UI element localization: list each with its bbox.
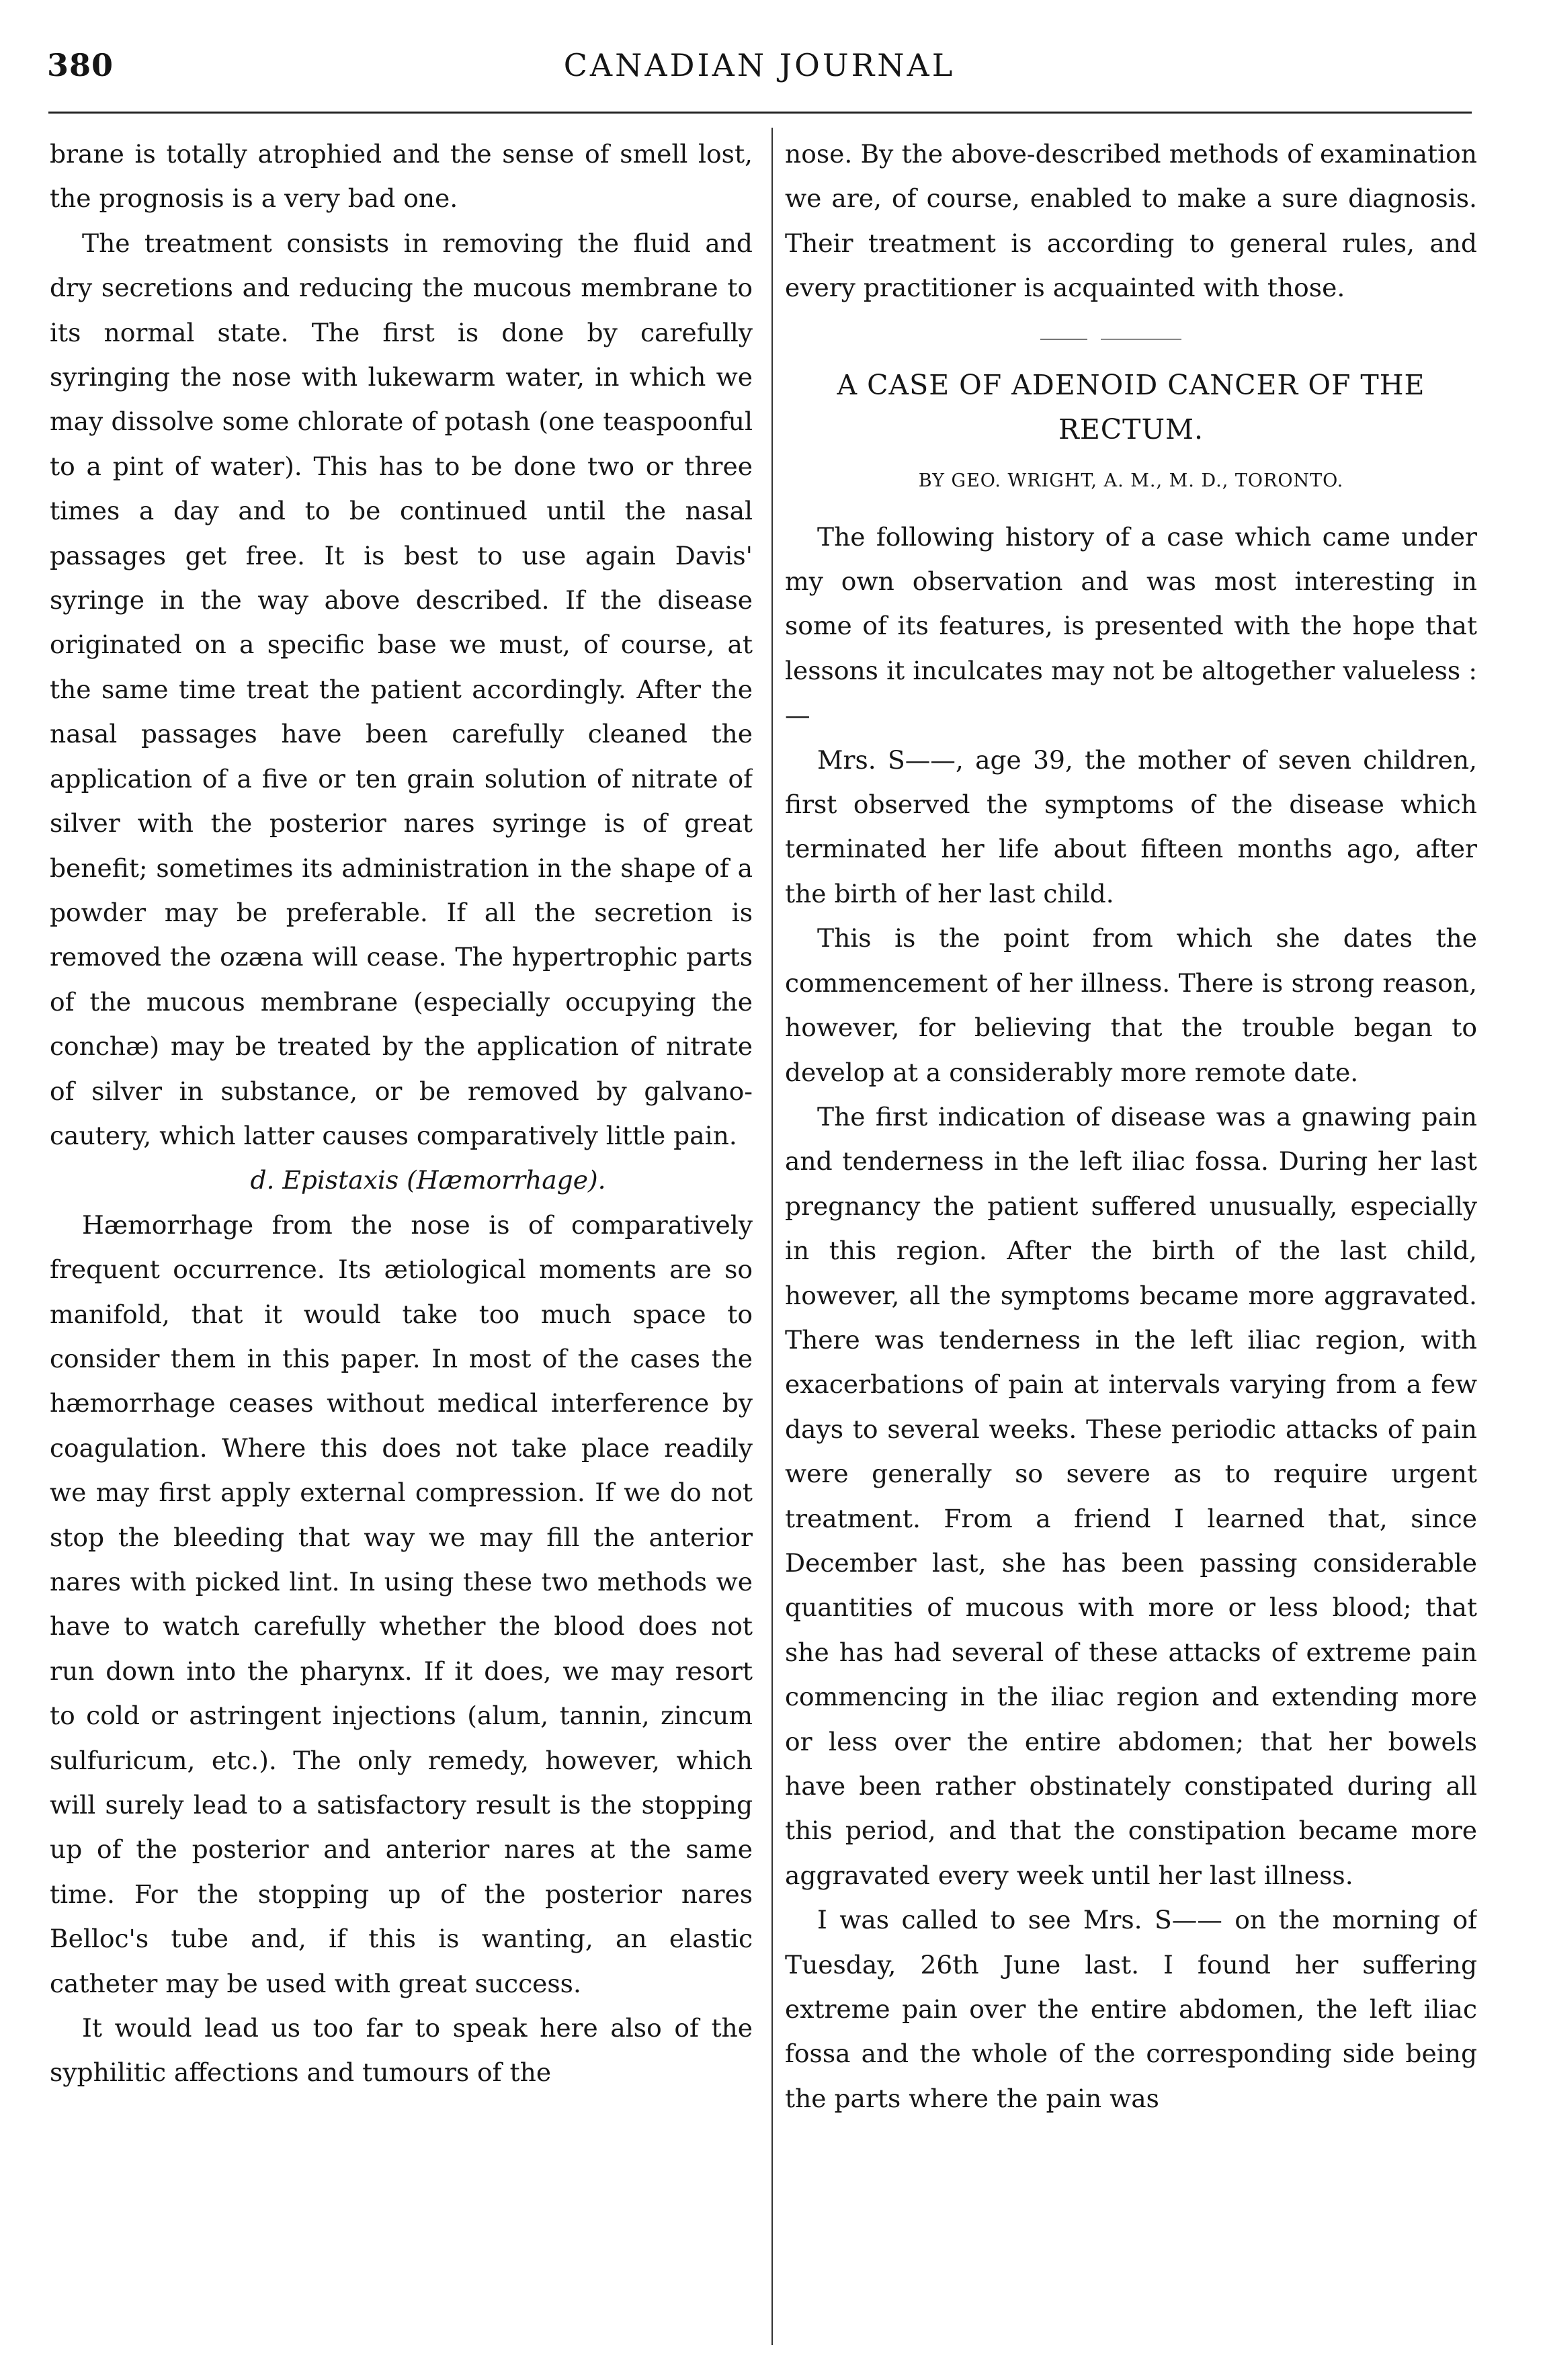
- article-byline: BY GEO. WRIGHT, A. M., M. D., TORONTO.: [918, 470, 1344, 491]
- header-rule: [48, 112, 1472, 114]
- paragraph: This is the point from which she dates the commencement of her illness. There is strong reason, however, for believing that the trouble began to develop at a considerably more remote date.: [785, 923, 1477, 1087]
- article-title: A CASE OF ADENOID CANCER OF THE RECTUM.: [837, 368, 1425, 445]
- paragraph: The following history of a case which came under my own observation and was most interesting in some of its features, is presented with the hope that lessons it inculcates may not be altogether valueless :—: [785, 521, 1477, 730]
- paragraph: brane is totally atrophied and the sense of smell lost, the prognosis is a very bad one.: [50, 139, 753, 214]
- paragraph: Mrs. S——, age 39, the mother of seven children, first observed the symptoms of the disease which terminated her life about fifteen months ago, after the birth of her last child.: [785, 745, 1477, 908]
- paragraph: The first indication of disease was a gnawing pain and tenderness in the left iliac fossa. During her last pregnancy the patient suffered unusually, especially in this region. After the birth of the last child, however, all the symptoms became more aggravated. There was tenderness in the left iliac region, with exacerbations of pain at intervals varying from a few days to several weeks. These periodic attacks of pain were generally so severe as to require urgent treatment. From a friend I learned that, since December last, she has been passing considerable quantities of mucous with more or less blood; that she has had several of these attacks of extreme pain commencing in the iliac region and extending more or less over the entire abdomen; that her bowels have been rather obstinately constipated during all this period, and that the constipation became more aggravated every week until her last illness.: [785, 1101, 1477, 1890]
- column-divider: [771, 128, 773, 2345]
- paragraph: Hæmorrhage from the nose is of comparatively frequent occurrence. Its ætiological moments are so manifold, that it would take too much space to consider them in this paper. In most of the cases the hæmorrhage ceases without medical interference by coagulation. Where this does not take place readily we may first apply external compression. If we do not stop the bleeding that way we may fill the anterior nares with picked lint. In using these two methods we have to watch carefully whether the blood does not run down into the pharynx. If it does, we may resort to cold or astringent injections (alum, tannin, zincum sulfuricum, etc.). The only remedy, however, which will surely lead to a satisfactory result is the stopping up of the posterior and anterior nares at the same time. For the stopping up of the posterior nares Belloc's tube and, if this is wanting, an elastic catheter may be used with great success.: [50, 1209, 753, 1998]
- left-column: [50, 132, 753, 2342]
- page-number: 380: [47, 47, 114, 83]
- section-divider: [785, 325, 1477, 355]
- section-subheading: d. Epistaxis (Hæmorrhage).: [250, 1165, 606, 1195]
- right-column: [785, 132, 1477, 2342]
- paragraph: The treatment consists in removing the fluid and dry secretions and reducing the mucous membrane to its normal state. The first is done by carefully syringing the nose with lukewarm water, in which we may dissolve some chlorate of potash (one teaspoonful to a pint of water). This has to be done two or three times a day and to be continued until the nasal passages get free. It is best to use again Davis' syringe in the way above described. If the disease originated on a specific base we must, of course, at the same time treat the patient accordingly. After the nasal passages have been carefully cleaned the application of a five or ten grain solution of nitrate of silver with the posterior nares syringe is of great benefit; sometimes its administration in the shape of a powder may be preferable. If all the secretion is removed the ozæna will cease. The hypertrophic parts of the mucous membrane (especially occupying the conchæ) may be treated by the application of nitrate of silver in substance, or be removed by galvano-cautery, which latter causes comparatively little pain.: [50, 228, 753, 1150]
- paragraph: I was called to see Mrs. S—— on the morning of Tuesday, 26th June last. I found her suffering extreme pain over the entire abdomen, the left iliac fossa and the whole of the corresponding side being the parts where the pain was: [785, 1905, 1477, 2113]
- running-head: [47, 47, 1472, 87]
- divider-rule: [1040, 339, 1087, 340]
- paragraph: It would lead us too far to speak here also of the syphilitic affections and tumours of the: [50, 2013, 753, 2088]
- paragraph: nose. By the above-described methods of examination we are, of course, enabled to make a sure diagnosis. Their treatment is according to general rules, and every practitioner is acquainted with those.: [785, 139, 1477, 303]
- journal-title: CANADIAN JOURNAL: [563, 47, 956, 83]
- divider-rule: [1101, 339, 1181, 340]
